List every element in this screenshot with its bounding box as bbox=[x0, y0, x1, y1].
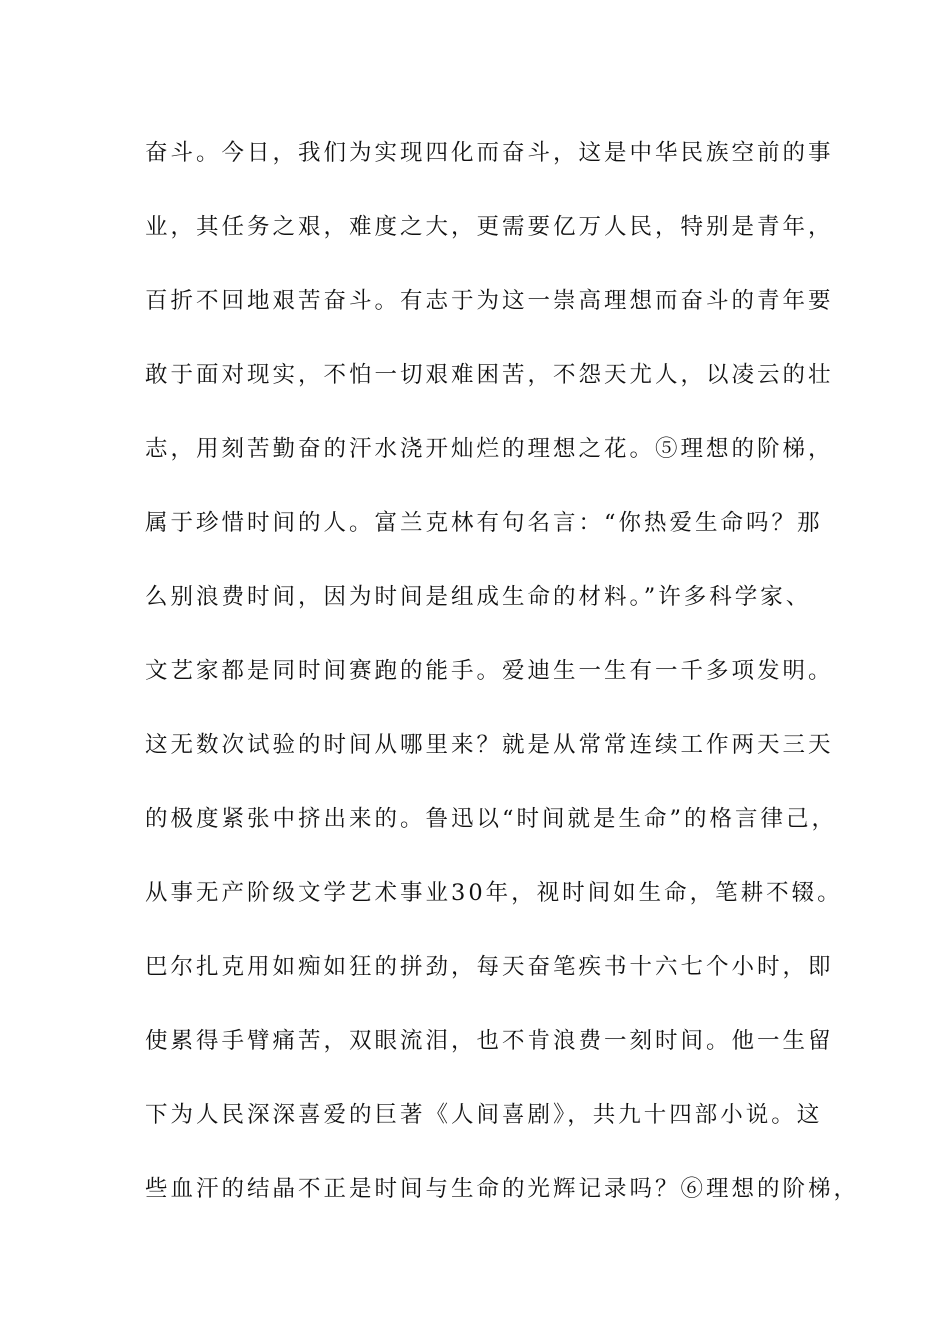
text-line: 从事无产阶级文学艺术事业30年，视时间如生命，笔耕不辍。 bbox=[145, 880, 843, 906]
text-line: 属于珍惜时间的人。富兰克林有句名言：“你热爱生命吗？那 bbox=[145, 510, 823, 536]
text-line: 些血汗的结晶不正是时间与生命的光辉记录吗？⑥理想的阶梯， bbox=[145, 1176, 860, 1202]
text-line: 下为人民深深喜爱的巨著《人间喜剧》，共九十四部小说。这 bbox=[145, 1102, 823, 1128]
text-line: 志，用刻苦勤奋的汗水浇开灿烂的理想之花。⑤理想的阶梯， bbox=[145, 436, 834, 462]
text-line: 奋斗。今日，我们为实现四化而奋斗，这是中华民族空前的事 bbox=[145, 140, 834, 166]
text-line: 文艺家都是同时间赛跑的能手。爱迪生一生有一千多项发明。 bbox=[145, 658, 834, 684]
text-line: 业，其任务之艰，难度之大，更需要亿万人民，特别是青年， bbox=[145, 214, 834, 240]
text-line: 百折不回地艰苦奋斗。有志于为这一崇高理想而奋斗的青年要 bbox=[145, 288, 834, 314]
text-line: 的极度紧张中挤出来的。鲁迅以“时间就是生命”的格言律己， bbox=[145, 806, 838, 832]
text-line: 么别浪费时间，因为时间是组成生命的材料。”许多科学家、 bbox=[145, 584, 812, 610]
text-line: 使累得手臂痛苦，双眼流泪，也不肯浪费一刻时间。他一生留 bbox=[145, 1028, 834, 1054]
text-line: 这无数次试验的时间从哪里来？就是从常常连续工作两天三天 bbox=[145, 732, 834, 758]
text-line: 敢于面对现实，不怕一切艰难困苦，不怨天尤人，以凌云的壮 bbox=[145, 362, 834, 388]
text-line: 巴尔扎克用如痴如狂的拼劲，每天奋笔疾书十六七个小时，即 bbox=[145, 954, 834, 980]
